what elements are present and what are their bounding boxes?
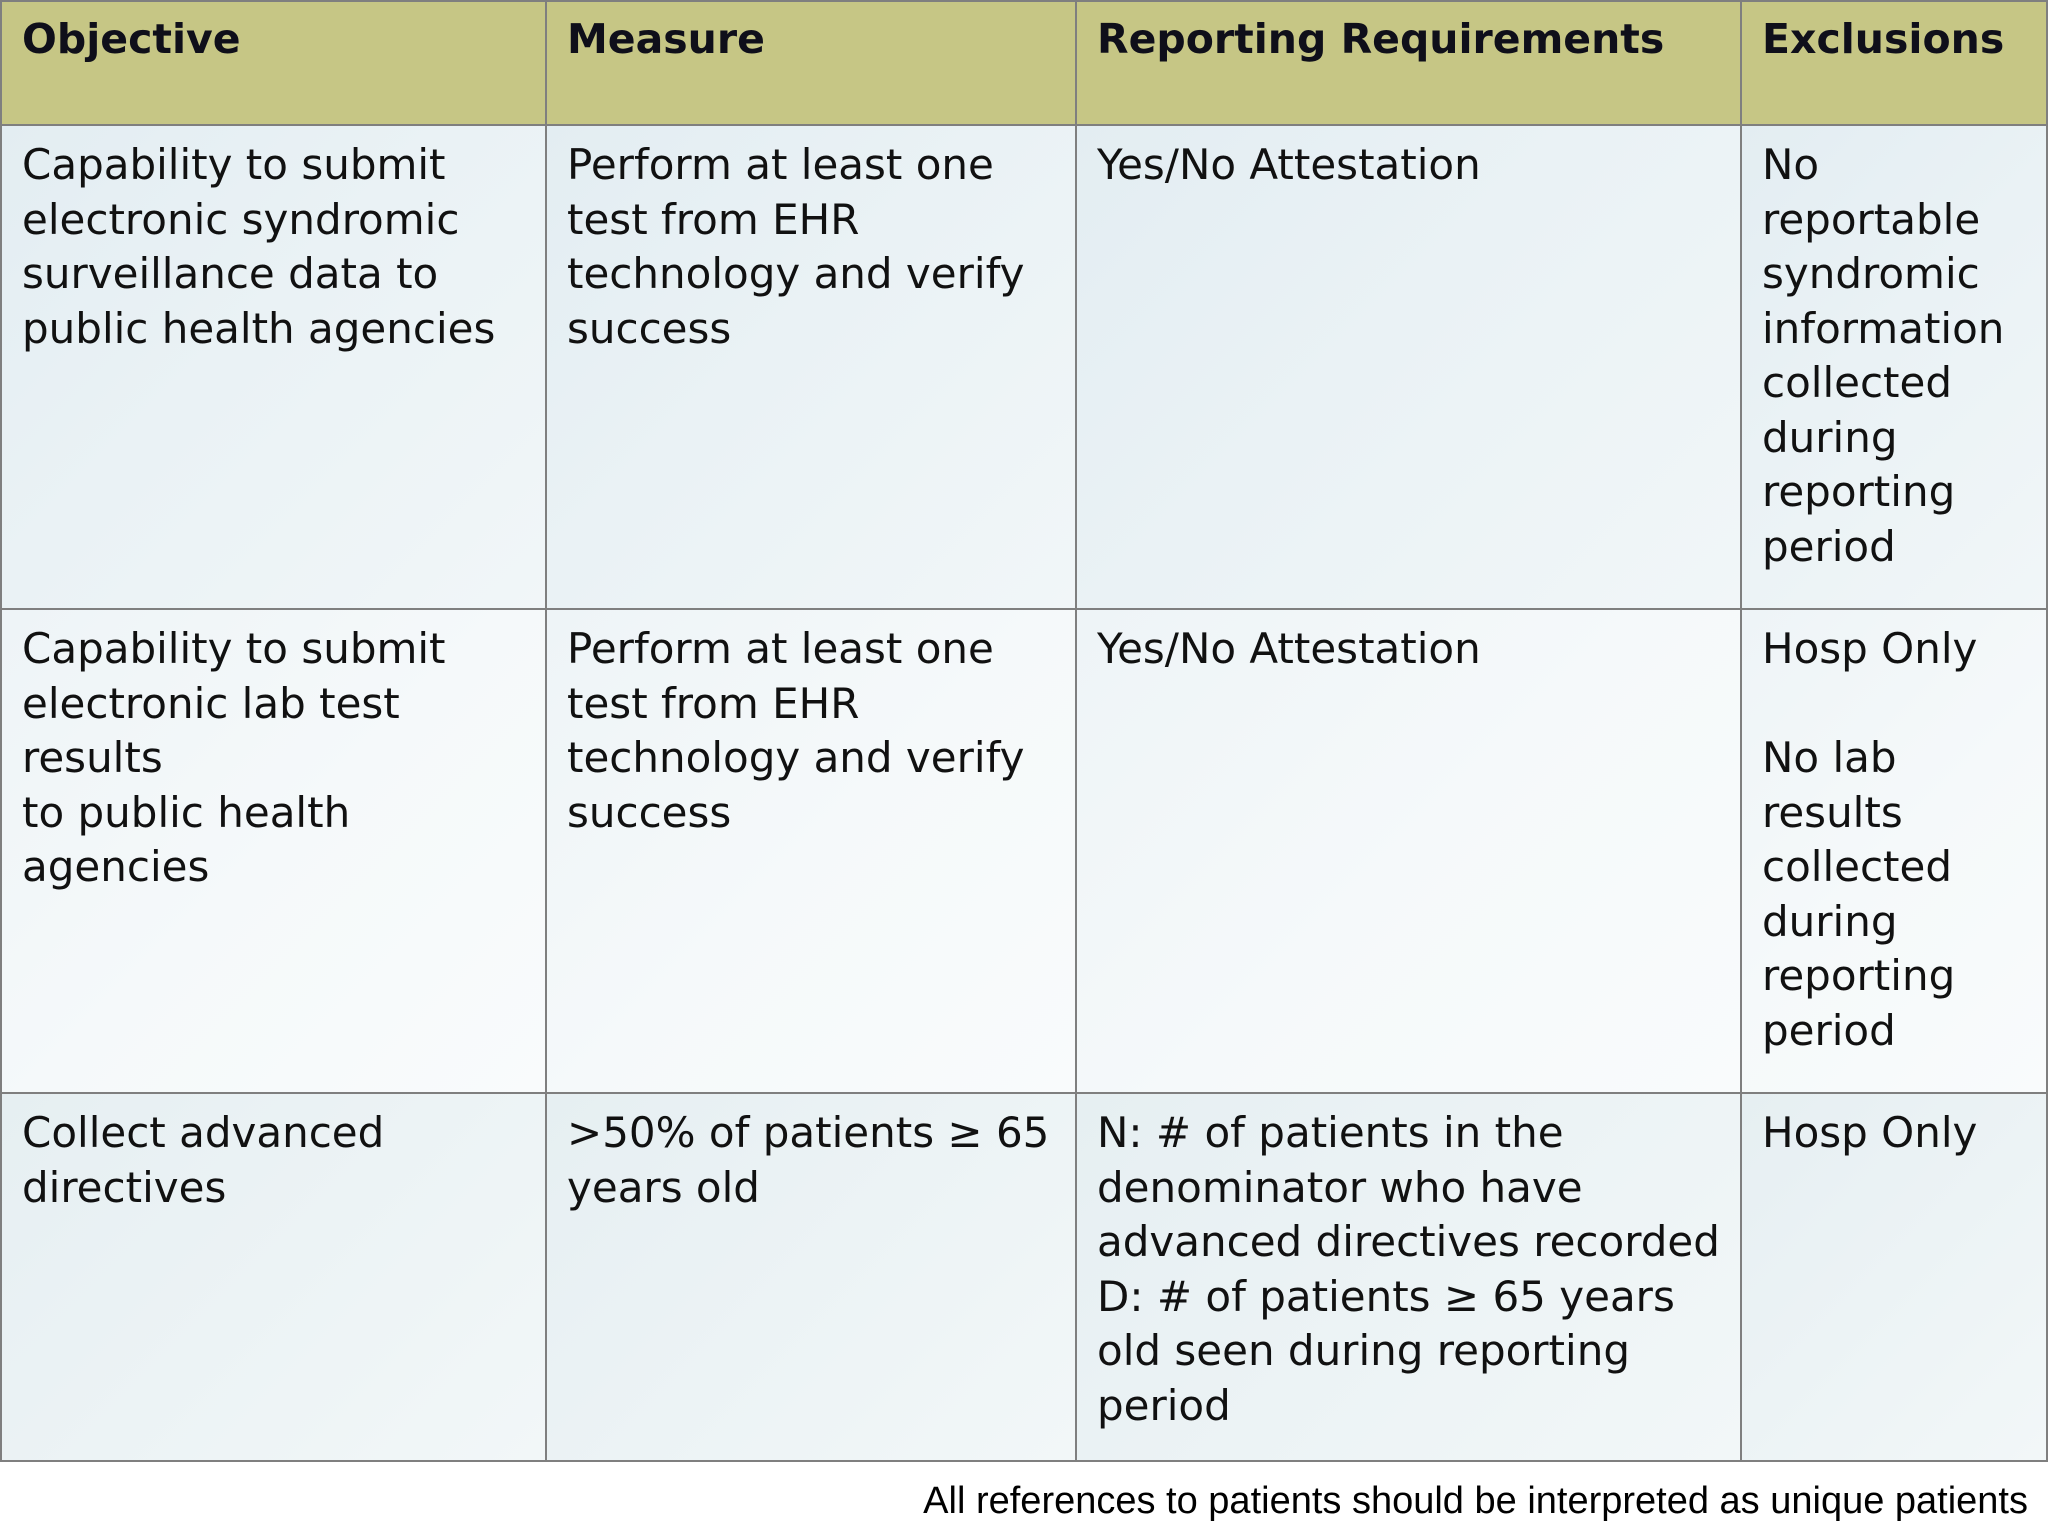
header-reporting-requirements: Reporting Requirements [1076, 1, 1741, 125]
objective-cell: Capability to submit electronic syndromic surveillance data to public health agencies [1, 125, 546, 609]
measure-cell: Perform at least one test from EHR technology and verify success [546, 125, 1076, 609]
exclusions-cell: Hosp Only No lab results collected during reporting period [1741, 609, 2047, 1093]
reporting-cell: N: # of patients in the denominator who have advanced directives recorded D: # of patients ≥ 65 years old seen during reporting period [1076, 1093, 1741, 1461]
exclusions-cell: Hosp Only [1741, 1093, 2047, 1461]
header-row [1, 1, 2047, 125]
reporting-cell: Yes/No Attestation [1076, 609, 1741, 1093]
measure-cell: >50% of patients ≥ 65 years old [546, 1093, 1076, 1461]
header-measure: Measure [546, 1, 1076, 125]
table-row [1, 609, 2047, 1093]
table-row [1, 125, 2047, 609]
reporting-cell: Yes/No Attestation [1076, 125, 1741, 609]
table-row [1, 1093, 2047, 1461]
objective-cell: Capability to submit electronic lab test results to public health agencies [1, 609, 546, 1093]
objective-cell: Collect advanced directives [1, 1093, 546, 1461]
header-objective: Objective [1, 1, 546, 125]
measure-cell: Perform at least one test from EHR technology and verify success [546, 609, 1076, 1093]
footnote: All references to patients should be interpreted as unique patients [923, 1480, 2028, 1522]
exclusions-cell: No reportable syndromic information collected during reporting period [1741, 125, 2047, 609]
header-exclusions: Exclusions [1741, 1, 2047, 125]
